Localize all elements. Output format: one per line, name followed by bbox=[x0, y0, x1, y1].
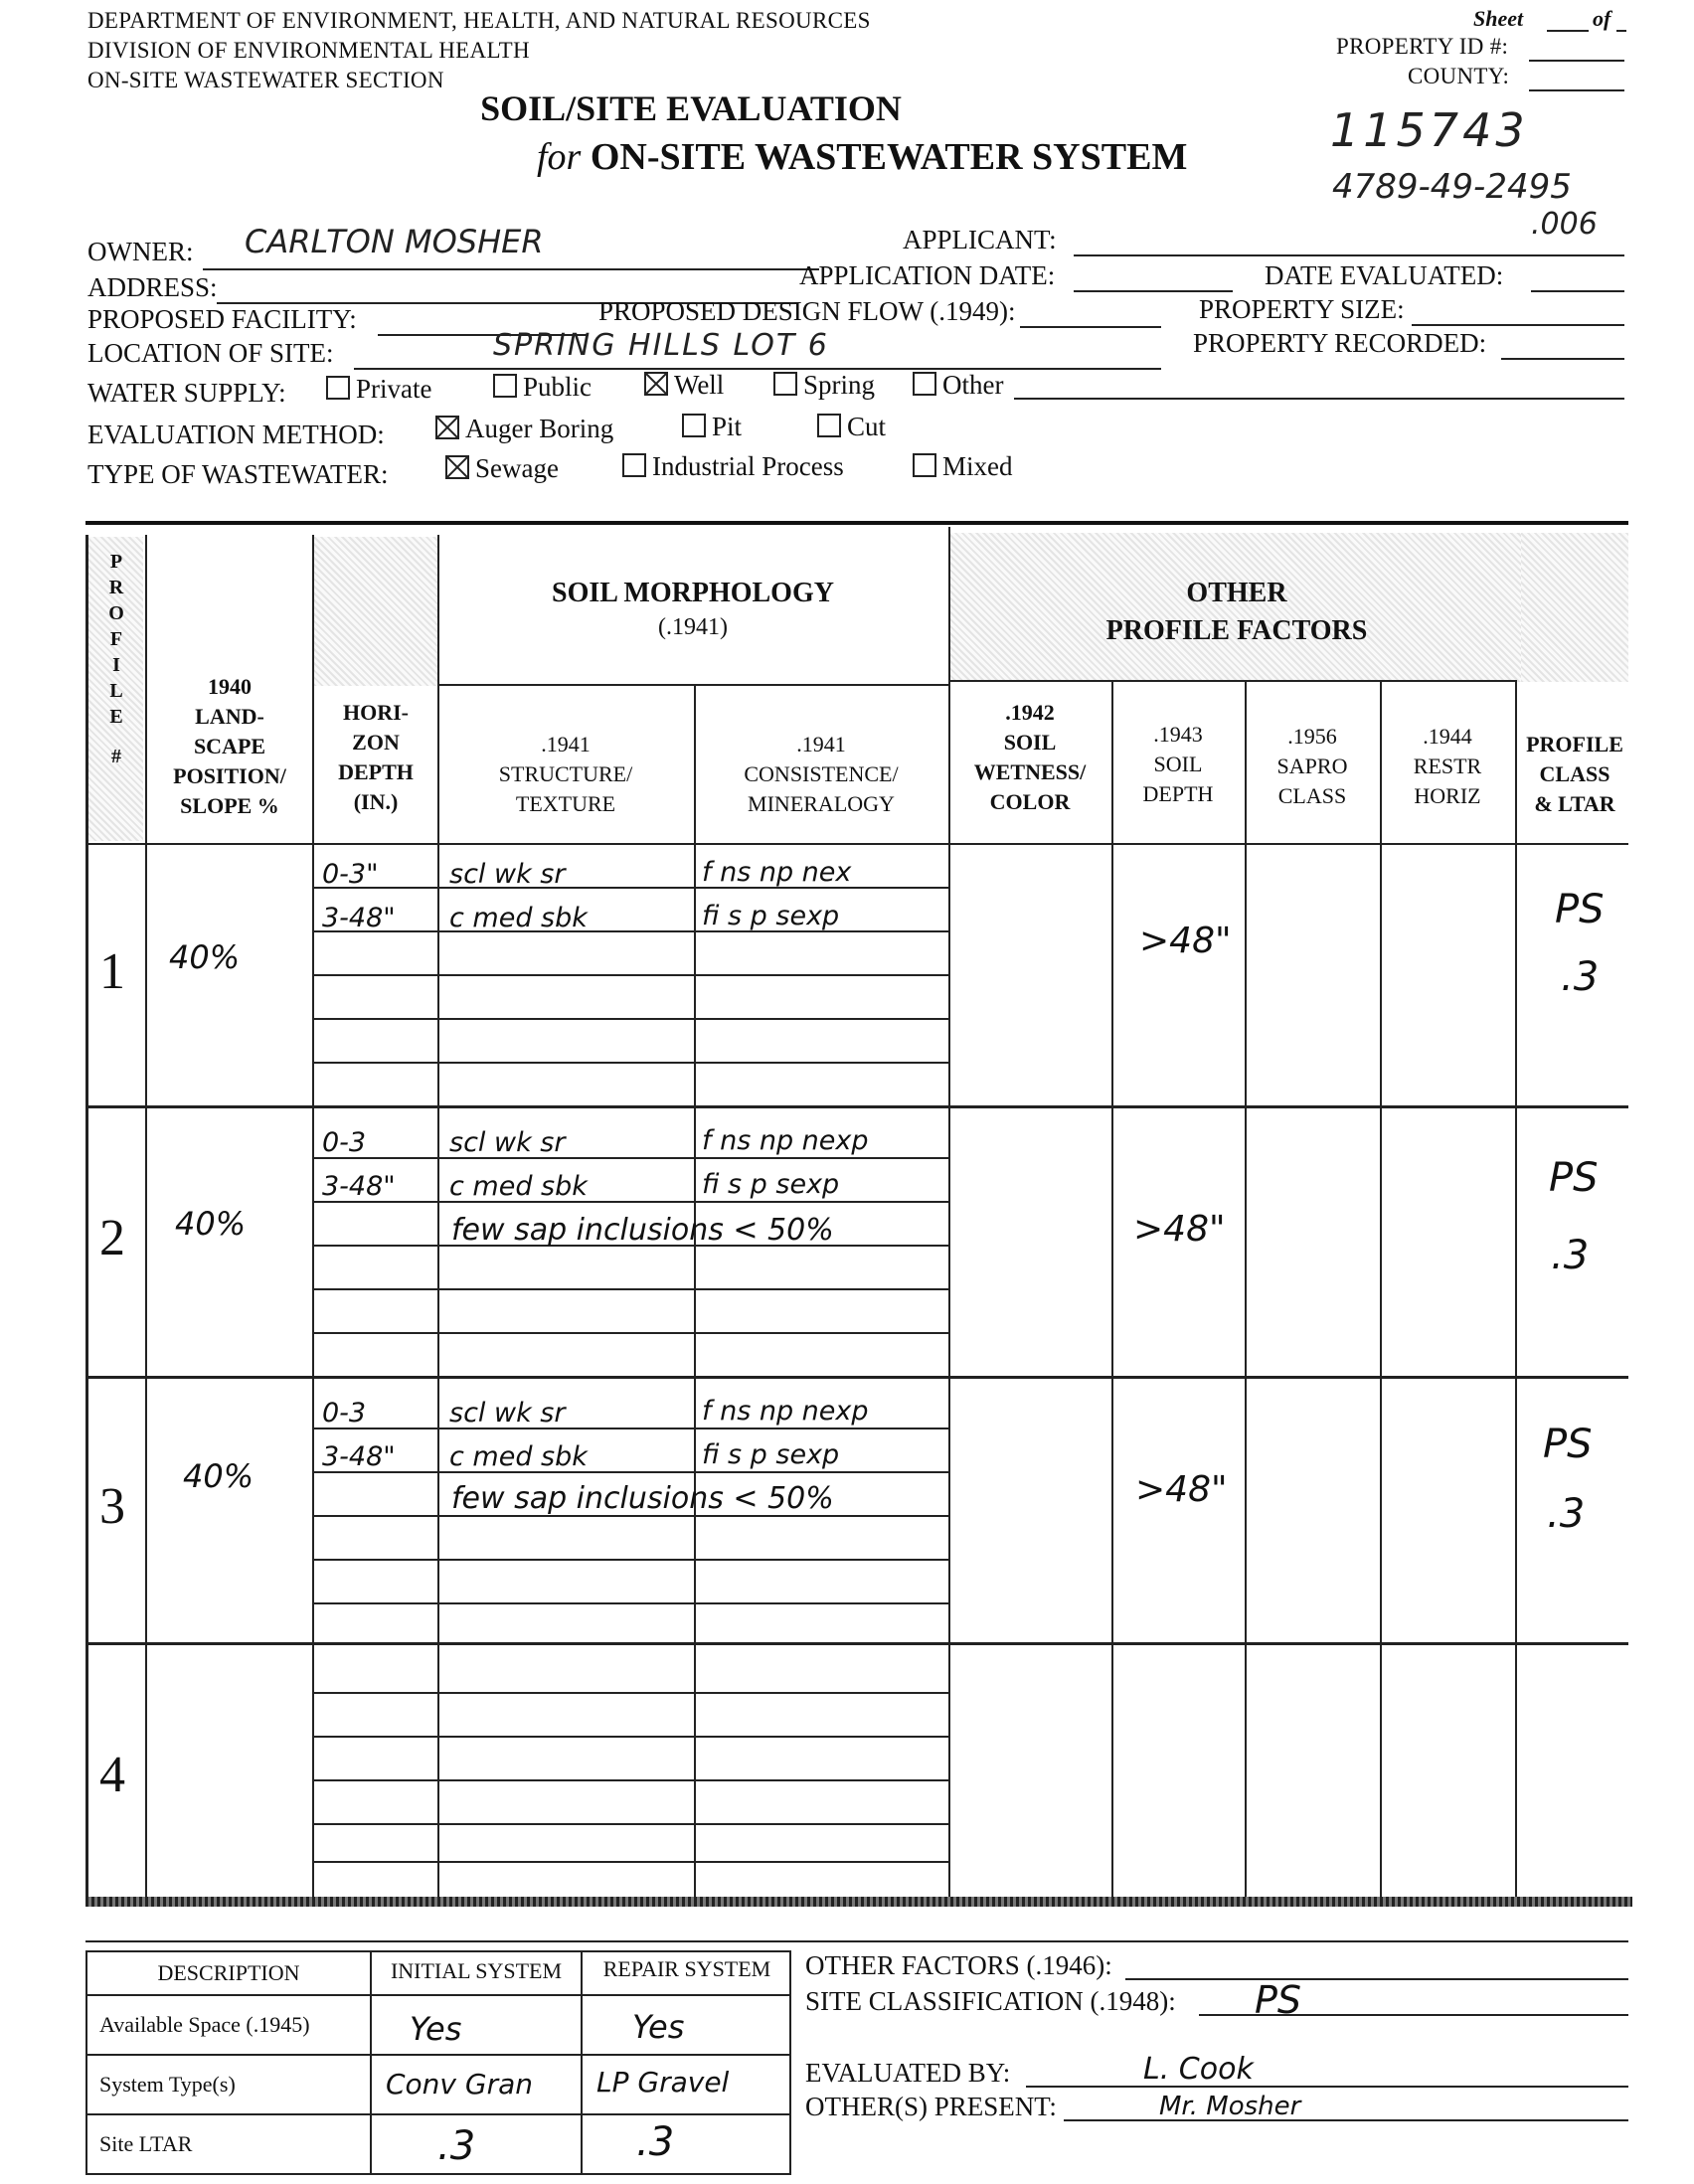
table-bottom-border bbox=[85, 1897, 1632, 1907]
p4-row4-line bbox=[314, 1823, 948, 1825]
ws-public-label: Public bbox=[523, 372, 593, 402]
ws-spring-label: Spring bbox=[803, 370, 876, 400]
other-factors-label: OTHER FACTORS (.1946): bbox=[805, 1950, 1112, 1980]
em-cut-checkbox[interactable] bbox=[817, 414, 841, 437]
applicant-field[interactable] bbox=[1074, 254, 1624, 256]
class-h2: & LTAR bbox=[1534, 791, 1615, 816]
p2-row2-line bbox=[314, 1201, 948, 1203]
vline-horizon bbox=[437, 535, 439, 1901]
p1-r2-depth: 3-48" bbox=[322, 903, 396, 933]
landscape-h2: SCAPE bbox=[193, 734, 266, 758]
p3-r1-depth: 0-3 bbox=[322, 1398, 367, 1428]
ww-sewage-option[interactable] bbox=[445, 453, 559, 484]
design-flow-label: PROPOSED DESIGN FLOW (.1949): bbox=[598, 296, 1016, 326]
col-initial: INITIAL SYSTEM bbox=[390, 1958, 563, 1983]
dept-line1: DEPARTMENT OF ENVIRONMENT, HEALTH, AND NATURAL RESOURCES bbox=[87, 8, 871, 33]
other-factors-h1: PROFILE FACTORS bbox=[1105, 615, 1368, 646]
p4-row5-line bbox=[314, 1861, 948, 1863]
of-field[interactable] bbox=[1616, 30, 1626, 32]
pv-4: I bbox=[112, 654, 120, 676]
p2-class: PS bbox=[1549, 1155, 1599, 1201]
restr-h1: RESTR bbox=[1413, 754, 1482, 778]
other-factors-header bbox=[948, 575, 1525, 650]
horizon-h3: (IN.) bbox=[353, 789, 399, 814]
ltar-initial: .3 bbox=[437, 2123, 476, 2169]
ws-public-checkbox[interactable] bbox=[493, 374, 517, 398]
evaluated-by-value: L. Cook bbox=[1143, 2052, 1254, 2087]
dept-line2: DIVISION OF ENVIRONMENTAL HEALTH bbox=[87, 38, 530, 63]
handwritten-pin-suffix: .006 bbox=[1531, 207, 1598, 242]
p3-soil-depth: >48" bbox=[1135, 1469, 1228, 1510]
location-label: LOCATION OF SITE: bbox=[87, 338, 334, 368]
handwritten-pin: 4789-49-2495 bbox=[1332, 167, 1572, 207]
others-present-label: OTHER(S) PRESENT: bbox=[805, 2092, 1057, 2121]
ws-well-label: Well bbox=[674, 370, 725, 400]
p1-soil-depth: >48" bbox=[1139, 921, 1232, 961]
ws-well-checkbox[interactable] bbox=[644, 372, 668, 396]
property-recorded-field[interactable] bbox=[1501, 358, 1624, 360]
vline-wetness bbox=[1111, 680, 1113, 1901]
col-profile-class-header bbox=[1521, 730, 1628, 819]
hline-other-factors bbox=[948, 680, 1515, 682]
vline-consistence bbox=[948, 527, 950, 1901]
design-flow-field[interactable] bbox=[1020, 326, 1161, 328]
location-value: SPRING HILLS LOT 6 bbox=[493, 328, 829, 363]
applicant-label: APPLICANT: bbox=[903, 225, 1057, 254]
p1-r2-consistence: fi s p sexp bbox=[702, 901, 840, 931]
dept-line3: ON-SITE WASTEWATER SECTION bbox=[87, 68, 444, 92]
class-shade bbox=[1521, 533, 1628, 682]
pv-1: R bbox=[108, 577, 124, 598]
col-consistence-header bbox=[694, 730, 948, 819]
soil-morphology-header bbox=[437, 577, 948, 644]
location-field[interactable] bbox=[354, 368, 1161, 370]
structure-h1: STRUCTURE/ bbox=[498, 761, 633, 786]
form-subtitle bbox=[537, 135, 1187, 179]
county-field[interactable] bbox=[1529, 89, 1624, 91]
row-ltar-label: Site LTAR bbox=[99, 2131, 193, 2156]
col-depth-header bbox=[1111, 720, 1245, 809]
address-label: ADDRESS: bbox=[87, 272, 218, 302]
depth-h2: DEPTH bbox=[1142, 781, 1214, 806]
vline-structure bbox=[694, 684, 696, 1901]
wetness-h0: .1942 bbox=[1005, 700, 1055, 725]
title-rest: ON-SITE WASTEWATER SYSTEM bbox=[590, 136, 1188, 178]
p2-slope: 40% bbox=[175, 1205, 247, 1243]
p4-row1-line bbox=[314, 1692, 948, 1694]
profile-vertical-header bbox=[101, 549, 131, 769]
system-repair: LP Gravel bbox=[596, 2066, 730, 2099]
horizon-h0: HORI- bbox=[343, 700, 409, 725]
soil-morph-code: (.1941) bbox=[658, 614, 728, 640]
consistence-h0: .1941 bbox=[796, 732, 846, 756]
ws-well-option[interactable] bbox=[644, 370, 724, 401]
sapro-h0: .1956 bbox=[1287, 724, 1337, 749]
proposed-facility-label: PROPOSED FACILITY: bbox=[87, 304, 357, 334]
sheet-label: Sheet bbox=[1473, 6, 1524, 31]
p1-r2-structure: c med sbk bbox=[449, 903, 588, 933]
em-auger-option[interactable] bbox=[435, 414, 613, 444]
table-left-border bbox=[85, 535, 88, 1901]
p4-row3-line bbox=[314, 1779, 948, 1781]
pv-6: E bbox=[109, 706, 123, 728]
ww-mixed-option[interactable] bbox=[913, 451, 1013, 482]
application-date-label: APPLICATION DATE: bbox=[799, 260, 1056, 290]
restr-h0: .1944 bbox=[1423, 724, 1472, 749]
application-date-field[interactable] bbox=[1074, 290, 1233, 292]
wastewater-label: TYPE OF WASTEWATER: bbox=[87, 459, 389, 489]
horizon-shade bbox=[314, 537, 437, 686]
others-present-value: Mr. Mosher bbox=[1159, 2092, 1301, 2121]
ws-other-option[interactable] bbox=[913, 370, 1003, 401]
p3-r2-depth: 3-48" bbox=[322, 1441, 396, 1472]
water-supply-label: WATER SUPPLY: bbox=[87, 378, 286, 408]
row-space-label: Available Space (.1945) bbox=[99, 2012, 310, 2037]
ws-private-checkbox[interactable] bbox=[326, 376, 350, 400]
ws-private-option[interactable] bbox=[326, 374, 431, 405]
other-factors-h0: OTHER bbox=[1186, 578, 1287, 608]
pv-0: P bbox=[109, 551, 123, 573]
vline-restr bbox=[1515, 680, 1517, 1901]
p3-row1-line bbox=[314, 1428, 948, 1429]
vline-landscape bbox=[312, 535, 314, 1901]
p3-row2-line bbox=[314, 1471, 948, 1473]
row-system-label: System Type(s) bbox=[99, 2072, 236, 2097]
p3-slope: 40% bbox=[183, 1457, 254, 1495]
of-label: of bbox=[1593, 6, 1611, 31]
sapro-h2: CLASS bbox=[1277, 783, 1347, 808]
p1-ltar: .3 bbox=[1561, 954, 1600, 1000]
ww-industrial-option[interactable] bbox=[622, 451, 844, 482]
handwritten-id: 115743 bbox=[1330, 103, 1529, 157]
wetness-h1: SOIL bbox=[1003, 730, 1057, 755]
others-present-field[interactable] bbox=[1064, 2119, 1628, 2121]
evaluated-by-label: EVALUATED BY: bbox=[805, 2058, 1011, 2088]
p2-r2-depth: 3-48" bbox=[322, 1171, 396, 1202]
col-structure-header bbox=[437, 730, 694, 819]
property-id-label: PROPERTY ID #: bbox=[1336, 34, 1509, 59]
ww-industrial-checkbox[interactable] bbox=[622, 453, 646, 477]
p2-soil-depth: >48" bbox=[1133, 1209, 1226, 1250]
sys-hline1 bbox=[85, 1994, 791, 1996]
col-horizon-header bbox=[314, 698, 437, 817]
p2-bottom bbox=[87, 1376, 1628, 1379]
vline-sapro bbox=[1380, 680, 1382, 1901]
p3-note: few sap inclusions < 50% bbox=[451, 1481, 834, 1516]
landscape-h3: POSITION/ bbox=[173, 763, 286, 788]
county-label: COUNTY: bbox=[1408, 64, 1510, 88]
col-landscape-header bbox=[149, 672, 310, 821]
col-sapro-header bbox=[1245, 722, 1380, 811]
p3-r1-consistence: f ns np nexp bbox=[702, 1396, 869, 1427]
p1-class: PS bbox=[1555, 887, 1605, 932]
date-evaluated-label: DATE EVALUATED: bbox=[1265, 260, 1504, 290]
p2-r1-structure: scl wk sr bbox=[449, 1127, 566, 1158]
table-top-border bbox=[85, 521, 1628, 525]
sapro-h1: SAPRO bbox=[1276, 754, 1348, 778]
vline-profile bbox=[145, 535, 147, 1901]
p3-row5-line bbox=[314, 1602, 948, 1604]
class-h1: CLASS bbox=[1539, 761, 1610, 786]
property-id-field[interactable] bbox=[1529, 60, 1624, 62]
pv-5: L bbox=[109, 680, 123, 702]
p1-bottom bbox=[87, 1105, 1628, 1108]
system-initial: Conv Gran bbox=[386, 2068, 534, 2100]
p2-r1-depth: 0-3 bbox=[322, 1127, 367, 1158]
landscape-h4: SLOPE % bbox=[180, 793, 279, 818]
ww-industrial-label: Industrial Process bbox=[652, 451, 844, 481]
hline-header-bottom bbox=[87, 843, 1628, 845]
p2-note: few sap inclusions < 50% bbox=[451, 1213, 834, 1248]
p2-row1-line bbox=[314, 1157, 948, 1159]
p2-r2-structure: c med sbk bbox=[449, 1171, 588, 1202]
p2-ltar: .3 bbox=[1551, 1233, 1590, 1278]
vline-depth bbox=[1245, 680, 1247, 1901]
p1-slope: 40% bbox=[169, 938, 241, 976]
form-title bbox=[0, 87, 1382, 129]
p3-ltar: .3 bbox=[1547, 1491, 1586, 1537]
p3-class: PS bbox=[1543, 1422, 1593, 1467]
site-class-label: SITE CLASSIFICATION (.1948): bbox=[805, 1986, 1176, 2016]
em-auger-label: Auger Boring bbox=[465, 414, 614, 443]
title-line1: SOIL/SITE EVALUATION bbox=[480, 88, 902, 128]
restr-h2: HORIZ bbox=[1414, 783, 1481, 808]
ws-spring-option[interactable] bbox=[773, 370, 875, 401]
class-h0: PROFILE bbox=[1526, 732, 1623, 756]
consistence-h1: CONSISTENCE/ bbox=[744, 761, 899, 786]
space-repair: Yes bbox=[632, 2008, 685, 2046]
ww-mixed-label: Mixed bbox=[942, 451, 1013, 481]
em-pit-checkbox[interactable] bbox=[682, 414, 706, 437]
ltar-repair: .3 bbox=[636, 2119, 675, 2165]
p3-r2-consistence: fi s p sexp bbox=[702, 1439, 840, 1470]
p3-row4-line bbox=[314, 1559, 948, 1561]
p2-r2-consistence: fi s p sexp bbox=[702, 1169, 840, 1200]
em-pit-option[interactable] bbox=[682, 412, 742, 442]
pv-7: # bbox=[111, 746, 121, 767]
profile-1-number: 1 bbox=[99, 943, 125, 1000]
col-repair: REPAIR SYSTEM bbox=[602, 1956, 771, 1981]
p3-r1-structure: scl wk sr bbox=[449, 1398, 566, 1428]
pv-2: O bbox=[108, 602, 124, 624]
p1-r1-consistence: f ns np nex bbox=[702, 857, 852, 888]
ww-mixed-checkbox[interactable] bbox=[913, 453, 936, 477]
p1-r1-depth: 0-3" bbox=[322, 859, 379, 890]
p1-row3-line bbox=[314, 974, 948, 976]
site-class-value: PS bbox=[1255, 1978, 1302, 2022]
ws-public-option[interactable] bbox=[493, 372, 592, 403]
structure-h0: .1941 bbox=[541, 732, 591, 756]
profile-3-number: 3 bbox=[99, 1478, 125, 1535]
ww-sewage-label: Sewage bbox=[475, 453, 559, 483]
owner-label: OWNER: bbox=[87, 237, 194, 266]
em-pit-label: Pit bbox=[712, 412, 743, 441]
p4-row2-line bbox=[314, 1736, 948, 1738]
em-cut-option[interactable] bbox=[817, 412, 886, 442]
hline-soil-morph bbox=[437, 684, 948, 686]
horizon-h1: ZON bbox=[352, 730, 400, 755]
p2-row4-line bbox=[314, 1288, 948, 1290]
date-evaluated-field[interactable] bbox=[1531, 290, 1624, 292]
owner-field[interactable] bbox=[203, 268, 819, 270]
space-initial: Yes bbox=[410, 2010, 462, 2048]
p3-bottom bbox=[87, 1642, 1628, 1645]
sys-hline2 bbox=[85, 2054, 791, 2056]
p1-row5-line bbox=[314, 1062, 948, 1064]
p2-row5-line bbox=[314, 1332, 948, 1334]
p1-row1-line bbox=[314, 887, 948, 889]
eval-method-label: EVALUATION METHOD: bbox=[87, 420, 385, 449]
property-size-label: PROPERTY SIZE: bbox=[1199, 294, 1405, 324]
col-wetness-header bbox=[948, 698, 1111, 817]
bottom-top-line bbox=[85, 1940, 1628, 1942]
ww-sewage-checkbox[interactable] bbox=[445, 455, 469, 479]
profile-2-number: 2 bbox=[99, 1210, 125, 1266]
depth-h1: SOIL bbox=[1153, 752, 1203, 776]
depth-h0: .1943 bbox=[1153, 722, 1203, 747]
p3-r2-structure: c med sbk bbox=[449, 1441, 588, 1472]
wetness-h2: WETNESS/ bbox=[973, 759, 1087, 784]
owner-value: CARLTON MOSHER bbox=[245, 223, 544, 260]
em-auger-checkbox[interactable] bbox=[435, 416, 459, 439]
sys-hline3 bbox=[85, 2113, 791, 2115]
p1-r1-structure: scl wk sr bbox=[449, 859, 566, 890]
p1-row2-line bbox=[314, 930, 948, 932]
ws-other-label: Other bbox=[942, 370, 1004, 400]
wetness-h3: COLOR bbox=[989, 789, 1071, 814]
landscape-h0: 1940 bbox=[208, 674, 252, 699]
ws-other-field[interactable] bbox=[1014, 398, 1624, 400]
soil-morph-title: SOIL MORPHOLOGY bbox=[552, 578, 834, 608]
em-cut-label: Cut bbox=[847, 412, 887, 441]
landscape-h1: LAND- bbox=[195, 704, 264, 729]
pv-3: F bbox=[109, 628, 123, 650]
property-size-field[interactable] bbox=[1412, 324, 1624, 326]
profile-4-number: 4 bbox=[99, 1747, 125, 1803]
consistence-h2: MINERALOGY bbox=[748, 791, 895, 816]
col-restr-header bbox=[1380, 722, 1515, 811]
p2-r1-consistence: f ns np nexp bbox=[702, 1125, 869, 1156]
ws-other-checkbox[interactable] bbox=[913, 372, 936, 396]
horizon-h2: DEPTH bbox=[338, 759, 414, 784]
title-for: for bbox=[537, 136, 582, 178]
ws-private-label: Private bbox=[356, 374, 432, 404]
sys-vline2 bbox=[581, 1950, 583, 2175]
structure-h2: TEXTURE bbox=[515, 791, 616, 816]
evaluated-by-field[interactable] bbox=[1026, 2086, 1628, 2088]
col-description: DESCRIPTION bbox=[157, 1960, 300, 1985]
p1-row4-line bbox=[314, 1018, 948, 1020]
sheet-field[interactable] bbox=[1547, 30, 1589, 32]
other-factors-field[interactable] bbox=[1125, 1978, 1628, 1980]
property-recorded-label: PROPERTY RECORDED: bbox=[1193, 328, 1487, 358]
ws-spring-checkbox[interactable] bbox=[773, 372, 797, 396]
